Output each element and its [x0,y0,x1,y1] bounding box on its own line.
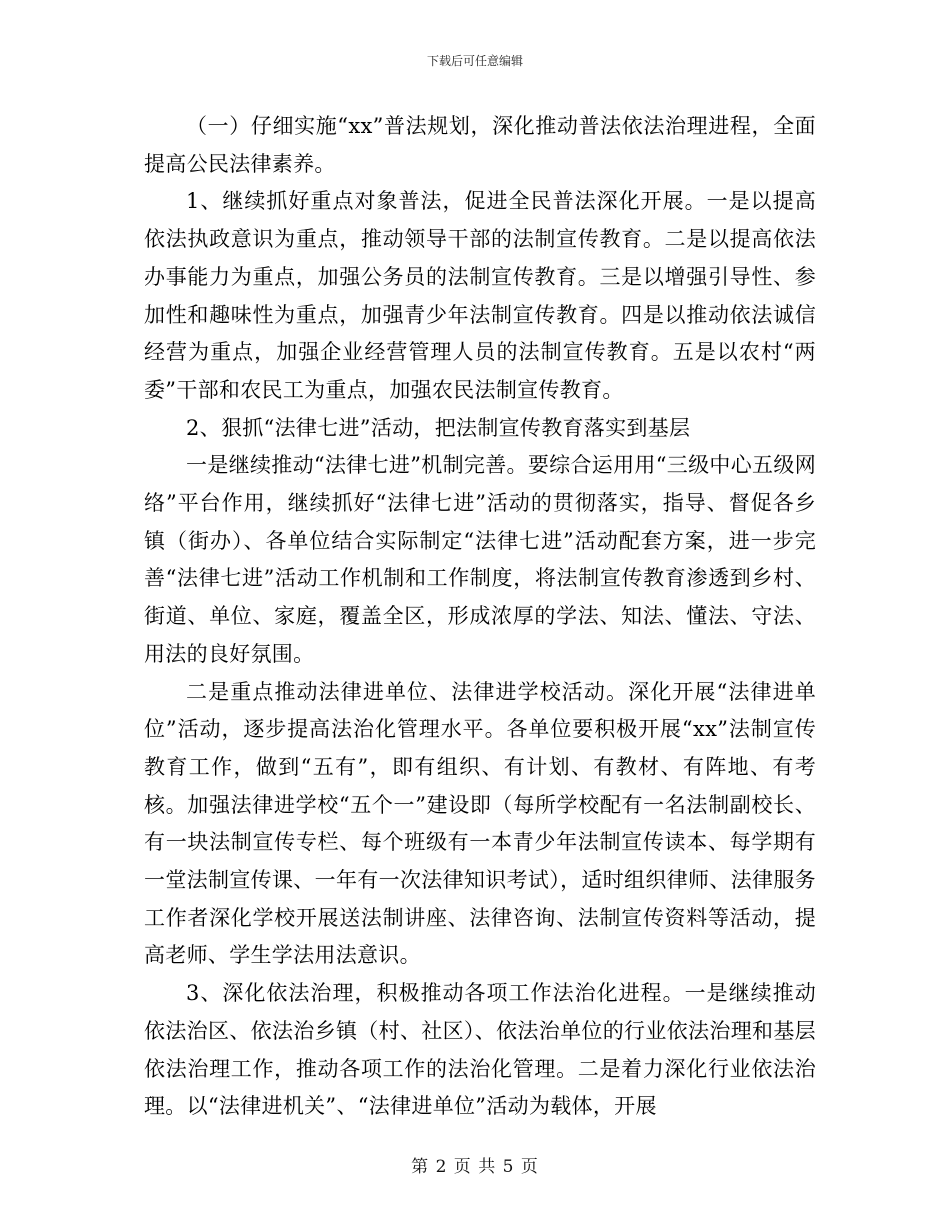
section-heading: （一）仔细实施“xx”普法规划，深化推动普法依法治理进程，全面提高公民法律素养。 [144,114,816,176]
page-number-footer: 第 2 页 共 5 页 [411,1157,539,1177]
page-header: 下载后可任意编辑 [426,54,523,68]
paragraph-2: 2、狠抓“法律七进”活动，把法制宣传教育落实到基层 [186,415,691,440]
paragraph-4: 二是重点推动法律进单位、法律进学校活动。深化开展“法律进单位”活动，逐步提高法治化管理水平。各单位要积极开展“xx”法制宣传教育工作，做到“五有”，即有组织、有计划、有教材、有阵地、有考核。加强法律进学校“五个一”建设即（每所学校配有一名法制副校长、有一块法制宣传专栏、每个班级有一本青少年法制宣传读本、每学期有一堂法制宣传课、一年有一次法律知识考试），适时组织律师、法律服务工作者深化学校开展送法制讲座、法律咨询、法制宣传资料等活动，提高老师、学生学法用法意识。 [144,679,816,968]
paragraph-5: 3、深化依法治理，积极推动各项工作法治化进程。一是继续推动依法治区、依法治乡镇（村、社区）、依法治单位的行业依法治理和基层依法治理工作，推动各项工作的法治化管理。二是着力深化行业依法治理。以“法律进机关”、“法律进单位”活动为载体，开展 [144,981,816,1119]
paragraph-1: 1、继续抓好重点对象普法，促进全民普法深化开展。一是以提高依法执政意识为重点，推动领导干部的法制宣传教育。二是以提高依法办事能力为重点，加强公务员的法制宣传教育。三是以增强引导性、参加性和趣味性为重点，加强青少年法制宣传教育。四是以推动依法诚信经营为重点，加强企业经营管理人员的法制宣传教育。五是以农村“两委”干部和农民工为重点，加强农民法制宣传教育。 [144,189,816,402]
paragraph-3: 一是继续推动“法律七进”机制完善。要综合运用用“三级中心五级网络”平台作用，继续抓好“法律七进”活动的贯彻落实，指导、督促各乡镇（街办）、各单位结合实际制定“法律七进”活动配套方案，进一步完善“法律七进”活动工作机制和工作制度，将法制宣传教育渗透到乡村、街道、单位、家庭，覆盖全区，形成浓厚的学法、知法、懂法、守法、用法的良好氛围。 [144,453,816,666]
document-body [144,108,816,1126]
